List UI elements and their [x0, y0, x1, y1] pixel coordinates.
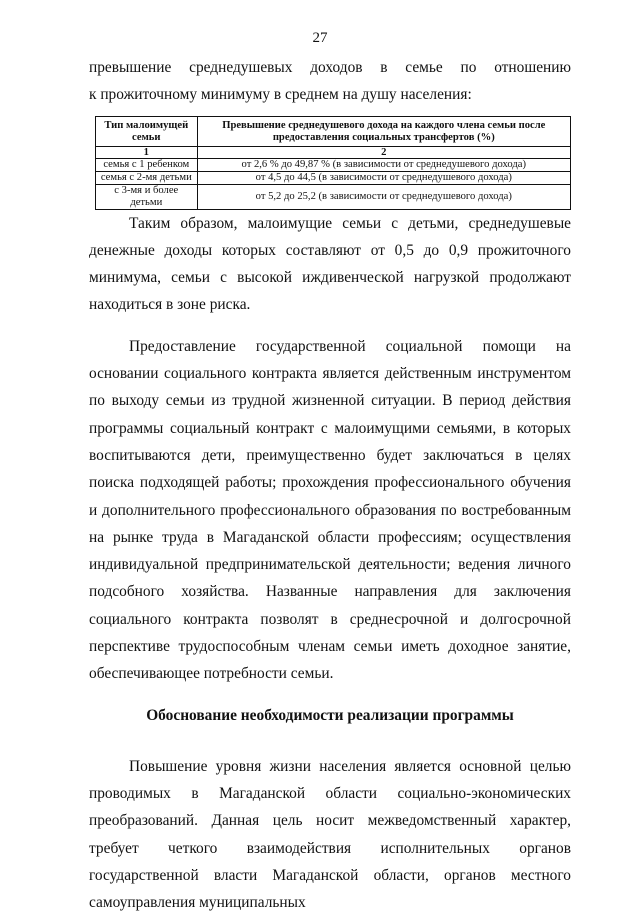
- table-header-family-type: Тип малоимущей семьи: [96, 116, 198, 146]
- table-cell: от 5,2 до 25,2 (в зависимости от среднедушевого дохода): [197, 184, 570, 209]
- paragraph-living-standards: Повышение уровня жизни населения является основной целью проводимых в Магаданской области социально-экономических преобразований. Данная цель носит межведомственный характер, требует четкого взаимодействия исполнительных органов государственной власти Магаданской области, органов местного самоуправления муниципальных: [89, 757, 571, 912]
- table-header-row: [96, 116, 571, 146]
- spacer: [89, 729, 571, 753]
- table-column-numbers-row: [96, 146, 571, 158]
- table-cell: от 4,5 до 44,5 (в зависимости от среднедушевого дохода): [197, 171, 570, 184]
- table-column-number: 1: [96, 146, 198, 158]
- table-cell: с 3-мя и более детьми: [96, 184, 198, 209]
- income-table: [95, 116, 571, 210]
- page-number: 27: [312, 30, 328, 46]
- table-cell: от 2,6 % до 49,87 % (в зависимости от среднедушевого дохода): [197, 158, 570, 171]
- table-column-number: 2: [197, 146, 570, 158]
- table-row: [96, 158, 571, 171]
- table-row: [96, 171, 571, 184]
- table-row: [96, 184, 571, 209]
- table-header-income-excess: Превышение среднедушевого дохода на каждого члена семьи после предоставления социальных трансфертов (%): [197, 116, 570, 146]
- spacer: [89, 688, 571, 702]
- paragraph-social-contract: Предоставление государственной социальной помощи на основании социального контракта является действенным инструментом по выходу семьи из трудной жизненной ситуации. В период действия программы социальный контракт с малоимущими семьями, в которых воспитываются дети, преимущественно будет заключаться в целях поиска подходящей работы; прохождения профессионального обучения и дополнительного профессионального образования по востребованным на рынке труда в Магаданской области профессиям; осуществления индивидуальной предпринимательской деятельности; ведения личного подсобного хозяйства. Названные направления для заключения социального контракта позволят в среднесрочной и долгосрочной перспективе трудоспособным членам семьи иметь доходное занятие, обеспечивающее потребности семьи.: [89, 337, 571, 683]
- spacer: [89, 319, 571, 333]
- table-cell: семья с 1 ребенком: [96, 158, 198, 171]
- paragraph-risk-zone: Таким образом, малоимущие семьи с детьми, среднедушевые денежные доходы которых составляют от 0,5 до 0,9 прожиточного минимума, семьи с высокой иждивенческой нагрузкой продолжают находиться в зоне риска.: [89, 214, 571, 314]
- intro-line-1: превышение среднедушевых доходов в семье по отношению: [89, 59, 571, 76]
- table-cell: семья с 2-мя детьми: [96, 171, 198, 184]
- section-heading: Обоснование необходимости реализации программы: [146, 706, 514, 724]
- document-body: [89, 54, 571, 916]
- intro-line-2: к прожиточному минимуму в среднем на душу населения:: [89, 86, 472, 104]
